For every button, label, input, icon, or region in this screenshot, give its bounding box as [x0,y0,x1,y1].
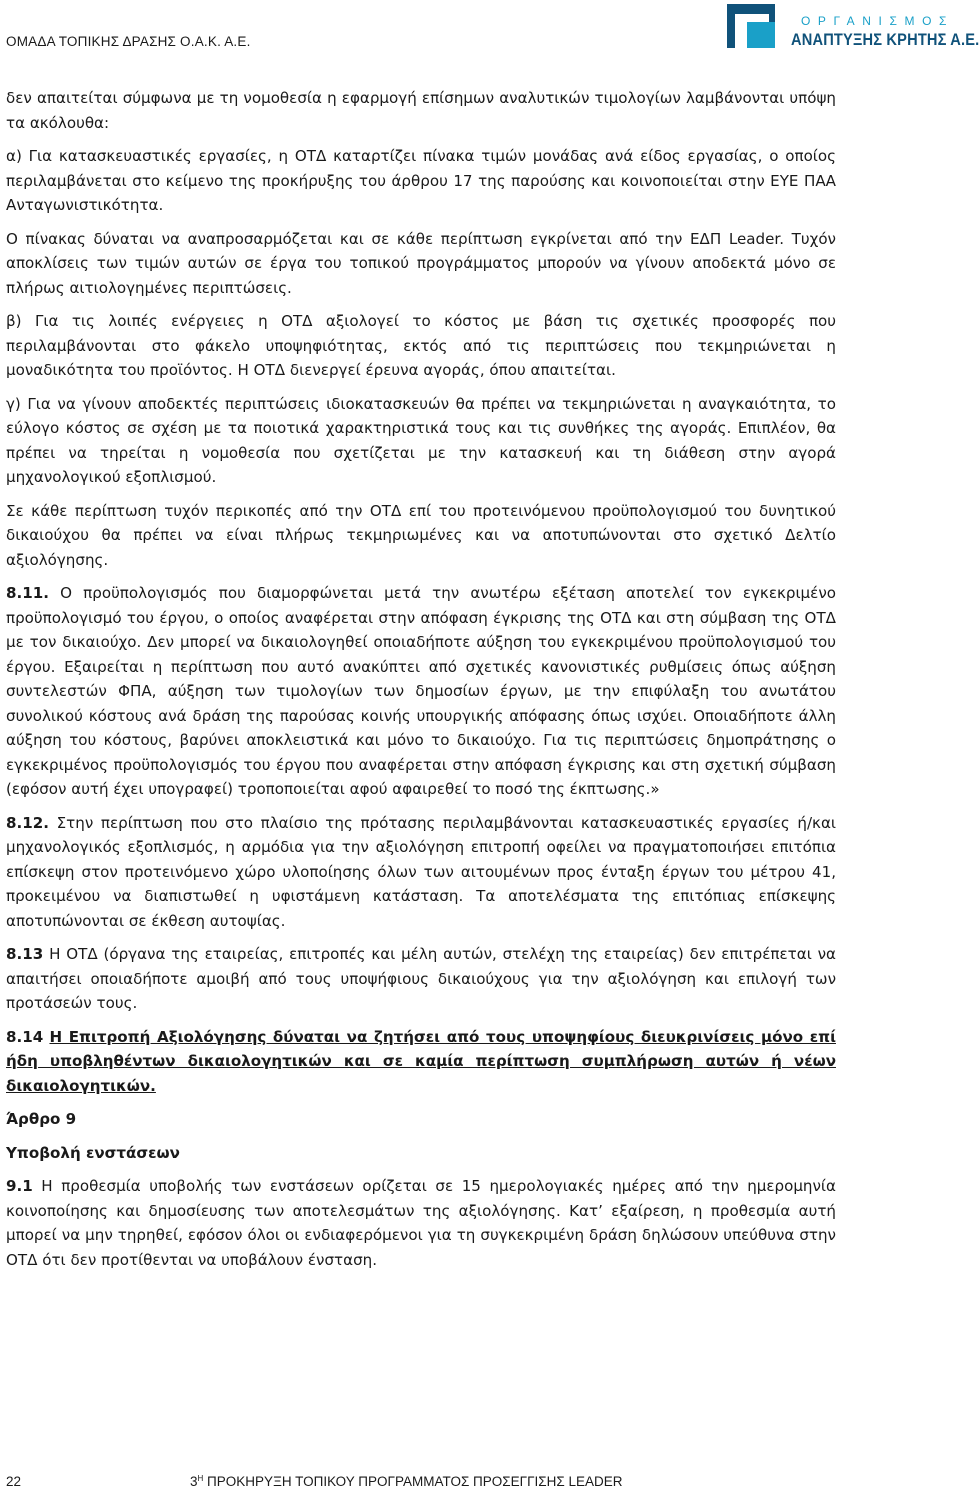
section-8-14 [6,1025,836,1099]
section-9-1 [6,1174,836,1272]
footer-title-sup: Η [197,1474,204,1483]
section-text: Ο προϋπολογισμός που διαμορφώνεται μετά την ανωτέρω εξέταση αποτελεί τον εγκεκριμένο προϋπολογισμό του έργου, ο οποίος αναφέρεται στην απόφαση έγκρισης της ΟΤΔ και στη σύμβαση της ΟΤΔ με τον δικαιούχο. Δεν μπορεί να δικαιολογηθεί οποιαδήποτε αύξηση του εγκεκριμένου προϋπολογισμού του έργου. Εξαιρείται η περίπτωση που αυτό ανακύπτει από σχετικές κανονιστικές ρυθμίσεις όπως αύξηση συντελεστών ΦΠΑ, αύξηση των τιμολογίων των δημοσίων έργων, με την επιφύλαξη του ανωτάτου συνολικού κόστους ανά δράση της παρούσας κοινής υπουργικής απόφασης όπως ισχύει. Οποιαδήποτε άλλη αύξηση του κόστους, βαρύνει αποκλειστικά και μόνο το δικαιούχο. Για τις περιπτώσεις δημοπράτησης ο εγκεκριμένος προϋπολογισμός του έργου που αναφέρεται στην απόφαση έγκρισης και στη σχετική σύμβαση (εφόσον αυτή έχει υπογραφεί) τροποποιείται αφού αφαιρεθεί το ποσό της έκπτωσης.» [6,584,836,798]
section-8-11 [6,581,836,802]
footer-title [190,1474,623,1489]
paragraph: Ο πίνακας δύναται να αναπροσαρμόζεται και σε κάθε περίπτωση εγκρίνεται από την ΕΔΠ Leader. Τυχόν αποκλίσεις των τιμών αυτών σε έργα του τοπικού προγράμματος μπορούν να γίνουν αποδεκτά μόνο σε πλήρως αιτιολογημένες περιπτώσεις. [6,229,836,297]
logo-bottom-text: ΑΝΑΠΤΥΞΗΣ ΚΡΗΤΗΣ Α.Ε. [791,30,979,49]
section-8-13 [6,942,836,1016]
section-text-emphasis: Η Επιτροπή Αξιολόγησης δύναται να ζητήσει από τους υποψηφίους διευκρινίσεις μόνο επί ήδη υποβληθέντων δικαιολογητικών και σε καμία περίπτωση συμπλήρωση αυτών ή νέων δικαιολογητικών. [6,1027,836,1095]
section-text: Η προθεσμία υποβολής των ενστάσεων ορίζεται σε 15 ημερολογιακές ημέρες από την ημερομηνία κοινοποίησης και δημοσίευσης των αποτελεσμάτων της αξιολόγησης. Κατ’ εξαίρεση, η προθεσμία αυτή μπορεί να μην τηρηθεί, εφόσον όλοι οι ενδιαφερόμενοι για τη συγκεκριμένη δράση δηλώσουν υπεύθυνα στην ΟΤΔ ότι δεν προτίθενται να υποβάλουν ένσταση. [6,1177,836,1269]
section-text: Η ΟΤΔ (όργανα της εταιρείας, επιτροπές και μέλη αυτών, στελέχη της εταιρείας) δεν επιτρέπεται να απαιτήσει οποιαδήποτε αμοιβή από τους υποψήφιους δικαιούχους για την αξιολόγηση και επιλογή των προτάσεών τους. [6,945,836,1012]
paragraph: α) Για κατασκευαστικές εργασίες, η ΟΤΔ καταρτίζει πίνακα τιμών μονάδας ανά είδος εργασίας, ο οποίος περιλαμβάνεται στο κείμενο της προκήρυξης του άρθρου 17 της παρούσης και κοινοποιείται στην ΕΥΕ ΠΑΑ Ανταγωνιστικότητα. [6,147,836,214]
paragraph: β) Για τις λοιπές ενέργειες η ΟΤΔ αξιολογεί το κόστος με βάση τις σχετικές προσφορές που περιλαμβάνονται στο φάκελο υποψηφιότητας, εκτός από τις περιπτώσεις που τεκμηριώνεται η μοναδικότητα του προϊόντος. Η ΟΤΔ διενεργεί έρευνα αγοράς, όπου απαιτείται. [6,312,836,379]
paragraph: γ) Για να γίνουν αποδεκτές περιπτώσεις ιδιοκατασκευών θα πρέπει να τεκμηριώνεται η αναγκαιότητα, το εύλογο κόστος σε σχέση με τα ποιοτικά χαρακτηριστικά τους και τις συνθήκες της αγοράς. Επιπλέον, θα πρέπει να τηρείται η νομοθεσία που σχετίζεται με την κατασκευή και τη διάθεση στην αγορά μηχανολογικού εξοπλισμού. [6,394,836,486]
article-subtitle: Υποβολή ενστάσεων [6,1143,180,1162]
section-number: 8.12. [6,813,49,832]
section-text: Στην περίπτωση που στο πλαίσιο της πρότασης περιλαμβάνονται κατασκευαστικές εργασίες ή/και μηχανολογικός εξοπλισμός, η αρμόδια για την αξιολόγηση επιτροπή οφείλει να πραγματοποιήσει επιτόπια επίσκεψη στον προτεινόμενο χώρο υλοποίησης όλων των αιτουμένων προς ένταξη έργων του μέτρου 41, προκειμένου να διαπιστωθεί η υφιστάμενη κατάσταση. Τα αποτελέσματα της επιτόπιας επίσκεψης αποτυπώνονται σε έκθεση αυτοψίας. [6,813,836,930]
section-number: 8.13 [6,945,44,963]
article-title: Άρθρο 9 [6,1110,77,1128]
section-8-12 [6,811,836,934]
paragraph: δεν απαιτείται σύμφωνα με τη νομοθεσία η εφαρμογή επίσημων αναλυτικών τιμολογίων λαμβάνονται υπόψη τα ακόλουθα: [6,89,836,132]
section-number: 8.14 [6,1027,44,1046]
paragraph: Σε κάθε περίπτωση τυχόν περικοπές από την ΟΤΔ επί του προτεινόμενου προϋπολογισμού του δυνητικού δικαιούχου θα πρέπει να είναι πλήρως τεκμηριωμένες και να αποτυπώνονται στο σχετικό Δελτίο αξιολόγησης. [6,501,836,569]
section-number: 8.11. [6,584,49,602]
footer-title-number: 3 [190,1474,198,1489]
organization-logo [727,4,979,50]
footer-title-rest: ΠΡΟΚΗΡΥΞΗ ΤΟΠΙΚΟΥ ΠΡΟΓΡΑΜΜΑΤΟΣ ΠΡΟΣΕΓΓΙΣΗΣ LEADER [203,1474,623,1489]
section-number: 9.1 [6,1177,33,1195]
logo-mark-icon [727,4,775,48]
page-number: 22 [6,1474,22,1489]
header-organization: ΟΜΑΔΑ ΤΟΠΙΚΗΣ ΔΡΑΣΗΣ Ο.Α.Κ. Α.Ε. [6,34,251,49]
document-body [6,86,836,1281]
logo-top-text: ΟΡΓΑΝΙΣΜΟΣ [801,14,955,28]
